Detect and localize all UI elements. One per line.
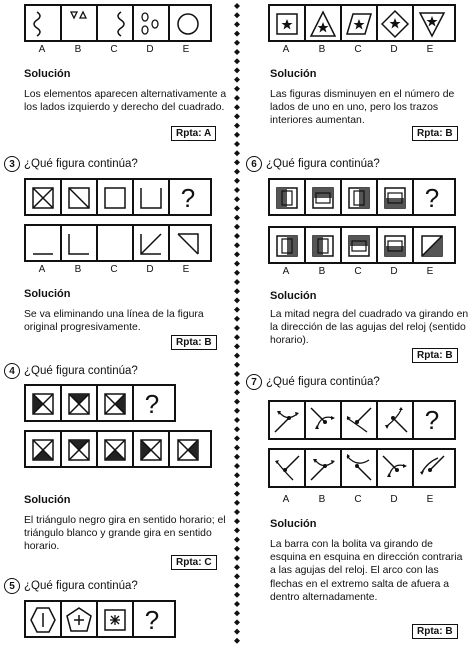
divider-diamond — [234, 224, 240, 230]
p2-option-b — [306, 6, 342, 42]
p6-seq-4 — [378, 180, 414, 216]
divider-diamond — [234, 362, 240, 368]
question-mark: ? — [144, 604, 160, 635]
question-mark: ? — [424, 404, 440, 435]
p4-question-row — [4, 363, 138, 379]
p2-option-c — [342, 6, 378, 42]
divider-diamond — [234, 325, 240, 331]
p6-answer: Rpta: B — [412, 348, 458, 363]
divider-diamond — [234, 316, 240, 322]
p3-option-a — [26, 226, 62, 262]
p3-letters — [24, 264, 204, 275]
p2-letters — [268, 44, 448, 55]
p4-option-e — [170, 432, 206, 468]
divider-diamond — [234, 527, 240, 533]
p7-seq-4 — [378, 402, 414, 438]
divider-diamond — [234, 610, 240, 616]
p7-seq-2 — [306, 402, 342, 438]
p4-question: ¿Qué figura continúa? — [24, 365, 138, 377]
p6-seq-1 — [270, 180, 306, 216]
p5-sequence-box — [24, 600, 176, 638]
p1-answer: Rpta: A — [171, 126, 216, 141]
p4-option-c — [98, 432, 134, 468]
p1-option-b — [62, 6, 98, 42]
divider-diamond — [234, 546, 240, 552]
p5-number: 5 — [4, 578, 20, 594]
divider-diamond — [234, 334, 240, 340]
divider-diamond — [234, 601, 240, 607]
left-column — [0, 0, 230, 648]
divider-diamond — [234, 31, 240, 37]
divider-diamond — [234, 408, 240, 414]
p6-option-b — [306, 228, 342, 264]
p2-option-d — [378, 6, 414, 42]
divider-diamond — [234, 21, 240, 27]
p7-option-d — [378, 450, 414, 486]
letter-e: E — [426, 494, 434, 505]
p6-letters — [268, 266, 448, 277]
letter-c: C — [354, 494, 362, 505]
letter-a: A — [38, 44, 46, 55]
p4-option-a — [26, 432, 62, 468]
divider-diamond — [234, 141, 240, 147]
divider-diamond — [234, 537, 240, 543]
divider-diamond — [234, 40, 240, 46]
p3-option-b — [62, 226, 98, 262]
divider-diamond — [234, 583, 240, 589]
p4-number: 4 — [4, 363, 20, 379]
divider-diamond — [234, 242, 240, 248]
p7-solution-heading: Solución — [270, 518, 317, 530]
p6-seq-3 — [342, 180, 378, 216]
divider-diamond — [234, 77, 240, 83]
letter-d: D — [390, 44, 398, 55]
divider-diamond — [234, 343, 240, 349]
p7-option-c — [342, 450, 378, 486]
p1-option-c — [98, 6, 134, 42]
p3-option-e — [170, 226, 206, 262]
letter-d: D — [146, 264, 154, 275]
p4-question-mark — [134, 386, 170, 422]
divider-diamond — [234, 95, 240, 101]
p3-option-c — [98, 226, 134, 262]
p6-seq-2 — [306, 180, 342, 216]
p6-option-a — [270, 228, 306, 264]
divider-diamond — [234, 307, 240, 313]
p2-solution-heading: Solución — [270, 68, 317, 80]
divider-diamond — [234, 67, 240, 73]
p3-seq-2 — [62, 180, 98, 216]
letter-b: B — [318, 494, 326, 505]
p7-answer: Rpta: B — [412, 624, 458, 639]
p7-option-e — [414, 450, 450, 486]
p4-option-d — [134, 432, 170, 468]
divider-diamond — [234, 573, 240, 579]
divider-diamond — [234, 472, 240, 478]
p4-answer: Rpta: C — [171, 555, 217, 570]
p6-option-e — [414, 228, 450, 264]
letter-a: A — [282, 494, 290, 505]
divider-diamond — [234, 159, 240, 165]
p1-option-d — [134, 6, 170, 42]
letter-d: D — [390, 494, 398, 505]
letter-b: B — [74, 264, 82, 275]
p3-option-d — [134, 226, 170, 262]
divider-diamond — [234, 463, 240, 469]
p7-seq-1 — [270, 402, 306, 438]
p7-question-row — [246, 374, 380, 390]
p6-option-c — [342, 228, 378, 264]
p1-options-box — [24, 4, 212, 42]
p4-seq-1 — [26, 386, 62, 422]
divider-diamond — [234, 86, 240, 92]
p3-answer: Rpta: B — [171, 335, 217, 350]
divider-diamond — [234, 555, 240, 561]
question-mark: ? — [144, 388, 160, 419]
divider-diamond — [234, 371, 240, 377]
p3-question-row — [4, 156, 138, 172]
p5-seq-2 — [62, 602, 98, 638]
divider-diamond — [234, 233, 240, 239]
divider-diamond — [234, 123, 240, 129]
divider-diamond — [234, 454, 240, 460]
divider-diamond — [234, 215, 240, 221]
p3-solution-text: Se va eliminando una línea de la figura original progresivamente. — [24, 309, 204, 334]
divider-diamond — [234, 518, 240, 524]
letter-d: D — [146, 44, 154, 55]
p2-options-box — [268, 4, 456, 42]
p2-answer: Rpta: B — [412, 126, 458, 141]
p6-options-box — [268, 226, 456, 264]
p5-question: ¿Qué figura continúa? — [24, 580, 138, 592]
divider-diamond — [234, 389, 240, 395]
p4-options-box — [24, 430, 212, 468]
divider-diamond — [234, 196, 240, 202]
divider-diamond — [234, 270, 240, 276]
p6-question: ¿Qué figura continúa? — [266, 158, 380, 170]
divider-diamond — [234, 104, 240, 110]
letter-d: D — [390, 266, 398, 277]
p6-question-row — [246, 156, 380, 172]
p2-option-a — [270, 6, 306, 42]
letter-e: E — [182, 44, 190, 55]
divider-diamond — [234, 49, 240, 55]
p5-seq-3 — [98, 602, 134, 638]
divider-diamond — [234, 619, 240, 625]
divider-diamond — [234, 279, 240, 285]
p7-sequence-box — [268, 400, 456, 440]
letter-e: E — [426, 44, 434, 55]
p5-question-mark — [134, 602, 170, 638]
p4-seq-3 — [98, 386, 134, 422]
letter-a: A — [282, 44, 290, 55]
p1-solution-heading: Solución — [24, 68, 71, 80]
p6-solution-text: La mitad negra del cuadrado va girando en la dirección de las agujas del reloj (sentido horario). — [270, 309, 469, 347]
p7-option-a — [270, 450, 306, 486]
divider-diamond — [234, 58, 240, 64]
divider-diamond — [234, 251, 240, 257]
divider-diamond — [234, 132, 240, 138]
letter-b: B — [74, 44, 82, 55]
letter-a: A — [38, 264, 46, 275]
p7-option-b — [306, 450, 342, 486]
divider-diamond — [234, 288, 240, 294]
letter-c: C — [354, 44, 362, 55]
p3-seq-1 — [26, 180, 62, 216]
p7-options-box — [268, 448, 456, 488]
divider-diamond — [234, 297, 240, 303]
right-column — [244, 0, 474, 648]
divider-diamond — [234, 3, 240, 9]
p5-seq-1 — [26, 602, 62, 638]
p7-question: ¿Qué figura continúa? — [266, 376, 380, 388]
p4-seq-2 — [62, 386, 98, 422]
p4-option-b — [62, 432, 98, 468]
question-mark: ? — [180, 182, 196, 213]
divider-diamond — [234, 399, 240, 405]
p6-number: 6 — [246, 156, 262, 172]
letter-c: C — [110, 44, 118, 55]
p3-seq-4 — [134, 180, 170, 216]
divider-diamond — [234, 445, 240, 451]
p3-sequence-box — [24, 178, 212, 216]
p2-option-e — [414, 6, 450, 42]
p7-solution-text: La barra con la bolita va girando de esquina en esquina en dirección contraria a las agujas del reloj. El arco con las flechas en el extremo salta de afuera a dentro alternadamente. — [270, 539, 463, 603]
p3-question: ¿Qué figura continúa? — [24, 158, 138, 170]
p4-sequence-box — [24, 384, 176, 422]
divider-diamond — [234, 205, 240, 211]
divider-diamond — [234, 500, 240, 506]
p4-solution-text: El triángulo negro gira en sentido horario; el triángulo blanco y grande gira en sentido horario. — [24, 515, 226, 553]
p5-question-row — [4, 578, 138, 594]
p7-number: 7 — [246, 374, 262, 390]
p3-solution-heading: Solución — [24, 288, 71, 300]
letter-e: E — [426, 266, 434, 277]
divider-diamond — [234, 353, 240, 359]
p3-question-mark — [170, 180, 206, 216]
letter-b: B — [318, 266, 326, 277]
divider-diamond — [234, 629, 240, 635]
diamond-divider — [234, 0, 240, 648]
divider-diamond — [234, 380, 240, 386]
divider-diamond — [234, 150, 240, 156]
question-mark: ? — [424, 182, 440, 213]
divider-diamond — [234, 187, 240, 193]
p4-solution-heading: Solución — [24, 494, 71, 506]
letter-e: E — [182, 264, 190, 275]
p1-solution-text: Los elementos aparecen alternativamente a los lados izquierdo y derecho del cuadrado. — [24, 89, 227, 114]
divider-diamond — [234, 564, 240, 570]
divider-diamond — [234, 12, 240, 18]
divider-diamond — [234, 261, 240, 267]
p6-option-d — [378, 228, 414, 264]
p1-letters — [24, 44, 204, 55]
letter-c: C — [110, 264, 118, 275]
divider-diamond — [234, 592, 240, 598]
p3-options-box — [24, 224, 212, 262]
p7-seq-3 — [342, 402, 378, 438]
divider-diamond — [234, 113, 240, 119]
letter-a: A — [282, 266, 290, 277]
divider-diamond — [234, 435, 240, 441]
p3-seq-3 — [98, 180, 134, 216]
divider-diamond — [234, 638, 240, 644]
p6-solution-heading: Solución — [270, 290, 317, 302]
p1-option-a — [26, 6, 62, 42]
p2-solution-text: Las figuras disminuyen en el número de lados de uno en uno, pero los trazos interiores aumentan. — [270, 89, 455, 127]
divider-diamond — [234, 417, 240, 423]
letter-b: B — [318, 44, 326, 55]
letter-c: C — [354, 266, 362, 277]
divider-diamond — [234, 509, 240, 515]
p3-number: 3 — [4, 156, 20, 172]
p7-letters — [268, 494, 448, 505]
p1-option-e — [170, 6, 206, 42]
p6-sequence-box — [268, 178, 456, 216]
divider-diamond — [234, 481, 240, 487]
p7-question-mark — [414, 402, 450, 438]
divider-diamond — [234, 491, 240, 497]
divider-diamond — [234, 178, 240, 184]
p6-question-mark — [414, 180, 450, 216]
divider-diamond — [234, 426, 240, 432]
divider-diamond — [234, 169, 240, 175]
